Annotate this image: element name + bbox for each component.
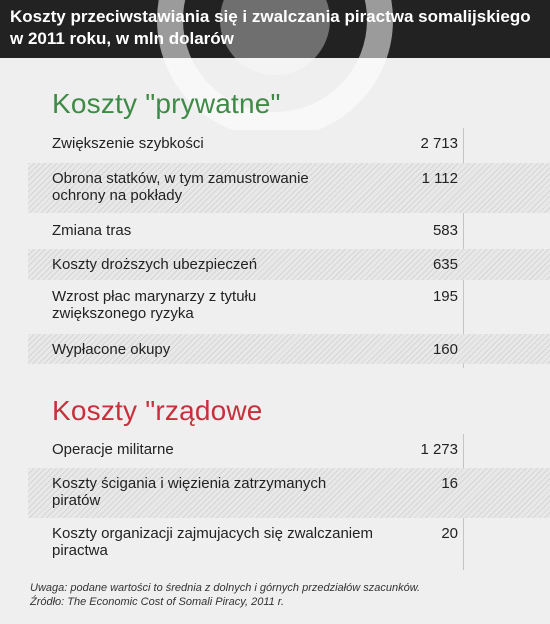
row-value: 160 [432, 341, 458, 358]
row-label: Zmiana tras [52, 222, 132, 239]
section-title-government: Koszty "rządowe [52, 395, 263, 426]
row-value: 16 [441, 475, 458, 492]
row-label: Koszty droższych ubezpieczeń [52, 256, 258, 273]
source-note: Źródło: The Economic Cost of Somali Piracy, 2011 r. [30, 596, 285, 608]
table-row [28, 163, 550, 213]
table-row [28, 281, 550, 333]
row-value: 1 273 [420, 441, 458, 458]
row-value: 635 [432, 256, 458, 273]
row-value: 20 [441, 525, 458, 542]
table-row [28, 249, 550, 280]
footnote: Uwaga: podane wartości to średnia z dolnych i górnych przedziałów szacunków. [30, 582, 421, 594]
table-row [28, 128, 550, 162]
row-label: Operacje militarne [52, 441, 174, 458]
section-title-private: Koszty "prywatne" [52, 88, 281, 119]
row-label: Zwiększenie szybkości [52, 135, 204, 152]
row-value: 2 713 [420, 135, 458, 152]
row-label: Obrona statków, w tym zamustrowanie ochrony na pokłady [52, 170, 309, 204]
table-row [28, 468, 550, 518]
row-value: 583 [432, 222, 458, 239]
row-label: Wzrost płac marynarzy z tytułu zwiększonego ryzyka [52, 288, 257, 322]
table-row [28, 334, 550, 364]
row-label: Wypłacone okupy [52, 341, 171, 358]
row-value: 195 [432, 288, 458, 305]
table-row [28, 213, 550, 249]
row-label: Koszty ścigania i więzienia zatrzymanych piratów [52, 475, 327, 509]
chart-title: Koszty przeciwstawiania się i zwalczania piractwa somalijskiego w 2011 roku, w mln dolarów [10, 7, 531, 48]
row-label: Koszty organizacji zajmujacych się zwalczaniem piractwa [52, 525, 373, 559]
row-value: 1 112 [421, 170, 458, 187]
table-row [28, 518, 550, 568]
table-row [28, 434, 550, 468]
footer [30, 581, 540, 609]
